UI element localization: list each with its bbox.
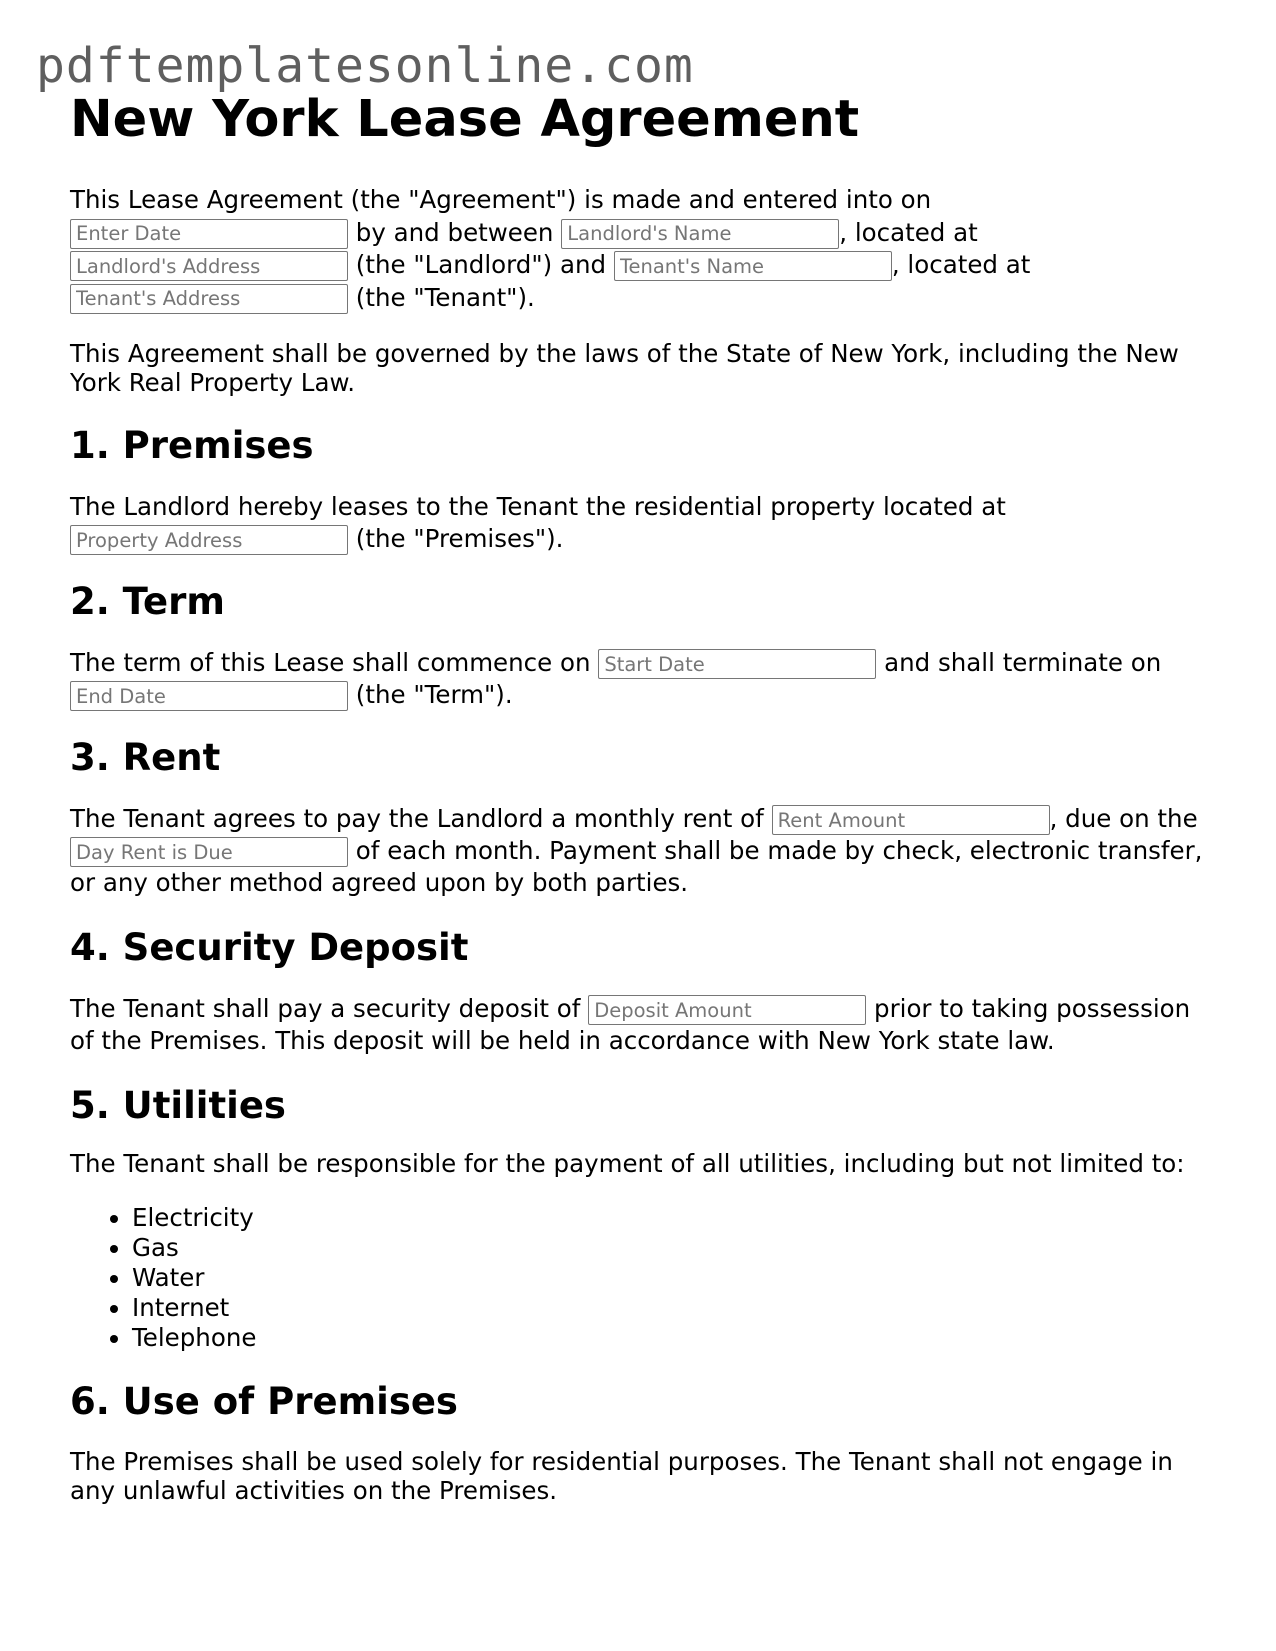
rent-text-3: of each month. Payment shall be made by check, electronic transfer, or any other method agreed upon by both parties. bbox=[70, 836, 1203, 897]
governing-law-paragraph: This Agreement shall be governed by the laws of the State of New York, including the New York Real Property Law. bbox=[70, 339, 1179, 397]
intro-text-4: (the "Landlord") and bbox=[355, 250, 607, 279]
term-text-1: The term of this Lease shall commence on bbox=[70, 648, 591, 677]
term-heading: 2. Term bbox=[70, 580, 225, 623]
tenant-address-input[interactable] bbox=[70, 284, 348, 314]
utilities-heading: 5. Utilities bbox=[70, 1084, 286, 1127]
utility-item-gas: • Gas bbox=[132, 1233, 1220, 1263]
document-title: New York Lease Agreement bbox=[70, 90, 860, 149]
utility-item-internet: • Internet bbox=[132, 1293, 1220, 1323]
rent-heading: 3. Rent bbox=[70, 736, 221, 779]
start-date-input[interactable] bbox=[598, 649, 876, 679]
utilities-list bbox=[70, 1203, 1220, 1353]
rent-due-day-input[interactable] bbox=[70, 837, 348, 867]
term-text-3: (the "Term"). bbox=[355, 680, 513, 709]
agreement-date-input[interactable] bbox=[70, 219, 348, 249]
term-paragraph bbox=[70, 647, 1220, 711]
use-of-premises-heading: 6. Use of Premises bbox=[70, 1380, 458, 1423]
utilities-paragraph: The Tenant shall be responsible for the payment of all utilities, including but not limited to: bbox=[70, 1149, 1185, 1178]
security-deposit-heading: 4. Security Deposit bbox=[70, 926, 469, 969]
premises-text-1: The Landlord hereby leases to the Tenant the residential property located at bbox=[70, 492, 1006, 521]
intro-text-3: , located at bbox=[839, 217, 978, 247]
term-text-2: and shall terminate on bbox=[884, 648, 1162, 677]
landlord-name-input[interactable] bbox=[561, 219, 839, 249]
end-date-input[interactable] bbox=[70, 681, 348, 711]
watermark: pdftemplatesonline.com bbox=[36, 38, 694, 94]
intro-paragraph bbox=[70, 184, 1220, 314]
intro-text-6: (the "Tenant"). bbox=[355, 282, 535, 312]
deposit-text-1: The Tenant shall pay a security deposit of bbox=[70, 994, 581, 1023]
utility-item-telephone: • Telephone bbox=[132, 1323, 1220, 1353]
rent-text-1: The Tenant agrees to pay the Landlord a monthly rent of bbox=[70, 804, 764, 833]
intro-section bbox=[70, 184, 1220, 314]
utility-item-electricity: • Electricity bbox=[132, 1203, 1220, 1233]
rent-text-2: , due on the bbox=[1049, 804, 1198, 833]
intro-text-5: , located at bbox=[891, 250, 1031, 279]
utility-item-water: • Water bbox=[132, 1263, 1220, 1293]
security-deposit-paragraph bbox=[70, 993, 1220, 1057]
intro-text-2: by and between bbox=[355, 217, 554, 247]
rent-paragraph bbox=[70, 803, 1220, 899]
rent-amount-input[interactable] bbox=[772, 805, 1050, 835]
deposit-text-2: prior to taking possession of the Premises. This deposit will be held in accordance with New York state law. bbox=[70, 994, 1191, 1055]
lease-document bbox=[70, 88, 1220, 1505]
premises-heading: 1. Premises bbox=[70, 424, 314, 467]
intro-text-1: This Lease Agreement (the "Agreement") is made and entered into on bbox=[70, 185, 932, 214]
landlord-address-input[interactable] bbox=[70, 251, 348, 281]
premises-text-2: (the "Premises"). bbox=[355, 524, 564, 553]
use-of-premises-paragraph: The Premises shall be used solely for residential purposes. The Tenant shall not engage in any unlawful activities on the Premises. bbox=[70, 1447, 1173, 1505]
tenant-name-input[interactable] bbox=[614, 251, 892, 281]
premises-paragraph bbox=[70, 491, 1220, 555]
property-address-input[interactable] bbox=[70, 525, 348, 555]
deposit-amount-input[interactable] bbox=[588, 995, 866, 1025]
